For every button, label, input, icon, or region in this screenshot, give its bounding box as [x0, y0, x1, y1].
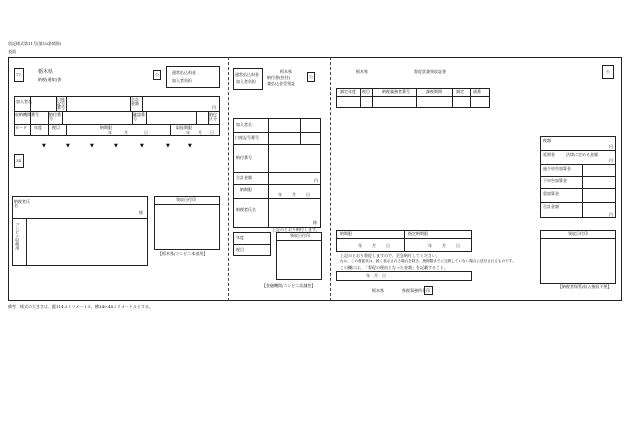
- marker-triangle: ▼: [114, 143, 118, 149]
- p2-nen: 年: [278, 192, 282, 197]
- p3-yen-2: 円: [609, 158, 613, 163]
- p1-seal-icon: 公: [155, 72, 159, 77]
- p3-col-taxtype: 税目: [362, 89, 370, 94]
- marker-triangle: ▼: [166, 143, 170, 149]
- p1-payer-label: 納税者氏名: [14, 199, 30, 208]
- side-label: 表面: [8, 49, 16, 54]
- p1-taxoffice-label: 収納機関番号: [15, 112, 39, 117]
- cut-line-2: [330, 57, 331, 301]
- p2-footer-label: 【金融機関/コンビニ店舗控】: [262, 283, 316, 288]
- p3-nen2: 年: [428, 243, 432, 248]
- p3-deadline-label: 納期限: [340, 231, 352, 236]
- p2-pref-name: 栃木県: [280, 69, 292, 74]
- p1-nen2: 年: [186, 130, 190, 135]
- p1-hi: 日: [144, 130, 148, 135]
- p3-latefee-sub: 法律に定める金額: [566, 152, 598, 157]
- p2-sub-line2: 兼払込金受領証: [267, 81, 295, 86]
- p1-account-label: 口座記号番号: [57, 97, 65, 110]
- p3-notice-2: なお、この督促状は、緩く表示される場合を除き、納期限までに完納していない場合に送付されるものです。: [340, 259, 516, 263]
- p2-account-label: 口座記号番号: [235, 135, 259, 140]
- p2-conv-line2: 加入者負担: [236, 79, 256, 84]
- marker-triangle: ▼: [188, 143, 192, 149]
- p2-receipt-label: 領収日付印: [290, 233, 310, 238]
- p1-year-label: 年度: [34, 125, 42, 130]
- p3-col-assess: 調定: [456, 89, 464, 94]
- p1-subscriber-label: 加入者名: [16, 99, 32, 104]
- p1-yen: 円: [212, 105, 216, 110]
- p1-postponed-label: 取扱期限: [176, 125, 192, 130]
- p1-hi2: 日: [210, 130, 214, 135]
- p3-tsuki: 月: [372, 243, 376, 248]
- p3-col-payerno: 納税義務者番号: [382, 89, 410, 94]
- p1-pref-name: 栃木県: [38, 69, 54, 75]
- p2-fiscal-label: 年度: [236, 235, 244, 240]
- p1-nen: 年: [108, 130, 112, 135]
- p1-tsuki2: 月: [198, 130, 202, 135]
- p1-footer-label: 【栃木県/コンビニ本部用】: [158, 251, 208, 256]
- p3-title: 督促状兼領収証書: [414, 69, 446, 74]
- p3-col-period: 課税期間: [426, 89, 442, 94]
- p1-payclass-label: 納付区分: [209, 112, 217, 121]
- p3-tsuki2: 月: [442, 243, 446, 248]
- p2-subscriber-label: 加入者名: [236, 122, 252, 127]
- p3-pref-name: 栃木県: [356, 69, 368, 74]
- p3-nonfiling-label: 不申告加算金: [543, 178, 567, 183]
- p3-tax-label: 税額: [543, 138, 551, 143]
- p3-heavy-label: 重加算金: [543, 191, 559, 196]
- p3-overdue-label: 過少申告加算金: [543, 166, 571, 171]
- p3-designated-label: 指定納期限: [408, 231, 428, 236]
- p2-sub-line1: 納付書(控付): [267, 75, 291, 80]
- p3-seal-icon: 公: [606, 69, 610, 74]
- marker-triangle: ▼: [140, 143, 144, 149]
- p2-payno-label: 納付番号: [236, 155, 252, 160]
- form-size-note: 備考 様式の大きさは、縦114.3ミリメートル、横349.44ミリメートルとする。: [8, 304, 153, 309]
- p1-card-label: カード: [15, 125, 27, 130]
- p3-yen-3: 円: [609, 212, 613, 217]
- p3-issue-date: 年 月 日: [366, 273, 386, 278]
- form-number: 別記様式第11号(第18条関係): [8, 41, 62, 46]
- p1-deadline-label: 納期限: [100, 125, 112, 130]
- p2-seal-icon: 公: [309, 74, 313, 79]
- p1-conv-use: コンビニ収納用: [15, 222, 21, 250]
- p3-notice-1: 上記のとおり督促しますので、至急納付してください。: [340, 253, 440, 258]
- marker-triangle: ▼: [66, 143, 70, 149]
- p3-hi2: 日: [456, 243, 460, 248]
- p3-nen: 年: [358, 243, 362, 248]
- marker-triangle: ▼: [90, 143, 94, 149]
- p3-latefee-label: 延滞金: [543, 152, 555, 157]
- p3-footer-label: 【納税者保管/収入指紋不要】: [558, 284, 612, 289]
- p3-yen-1: 円: [609, 144, 613, 149]
- p1-receipt-label: 領収日付印: [176, 197, 196, 202]
- p3-col-serial: 通番: [473, 89, 481, 94]
- p3-receipt-label: 領収日付印: [568, 231, 588, 236]
- p3-notice-3: この欄には、「督促の理由となった金額」を記載すること。: [340, 265, 448, 270]
- p1-number-2: 34: [16, 158, 22, 163]
- p2-sama: 様: [313, 220, 317, 225]
- p1-sama: 様: [139, 210, 143, 215]
- p2-tsuki: 月: [292, 192, 296, 197]
- p3-hi: 日: [386, 243, 390, 248]
- p1-tsuki: 月: [124, 130, 128, 135]
- cut-line-1: [228, 57, 229, 301]
- p3-col-year: 調定年度: [340, 89, 356, 94]
- p2-deadline-label: 納期限: [240, 187, 252, 192]
- p3-office: 県税事務所長: [402, 288, 426, 293]
- p1-payer-box: [12, 196, 148, 266]
- marker-triangle: ▼: [42, 143, 46, 149]
- p2-conv-line1: 通常払込料金: [235, 72, 259, 77]
- p2-hi: 日: [306, 192, 310, 197]
- p3-total-label: 合計金額: [543, 204, 559, 209]
- p1-payno-label: 納付番号: [49, 112, 61, 121]
- p1-conv-line1: 通常払込料金: [172, 70, 196, 75]
- p2-taxtype-label: 税目: [236, 247, 244, 252]
- p1-conv-line2: 加入者負担: [172, 78, 192, 83]
- p1-check-label: 確認番号: [133, 112, 145, 121]
- p3-issue-box: [336, 271, 472, 281]
- p3-issuer-seal: 印: [426, 288, 430, 293]
- p1-number: 77: [16, 72, 22, 77]
- p2-total-label: 合計金額: [236, 175, 252, 180]
- p2-yen: 円: [314, 178, 318, 183]
- p2-received-text: 上記のとおり納付します。: [272, 227, 320, 232]
- p1-taxtype-label: 税目: [52, 125, 60, 130]
- p3-issuer: 栃木県: [372, 288, 384, 293]
- p1-notice-title: 納税(通知)書: [38, 77, 62, 82]
- p2-payer-label: 納税者氏名: [236, 207, 256, 212]
- p1-total-label: 合計金額: [131, 97, 139, 106]
